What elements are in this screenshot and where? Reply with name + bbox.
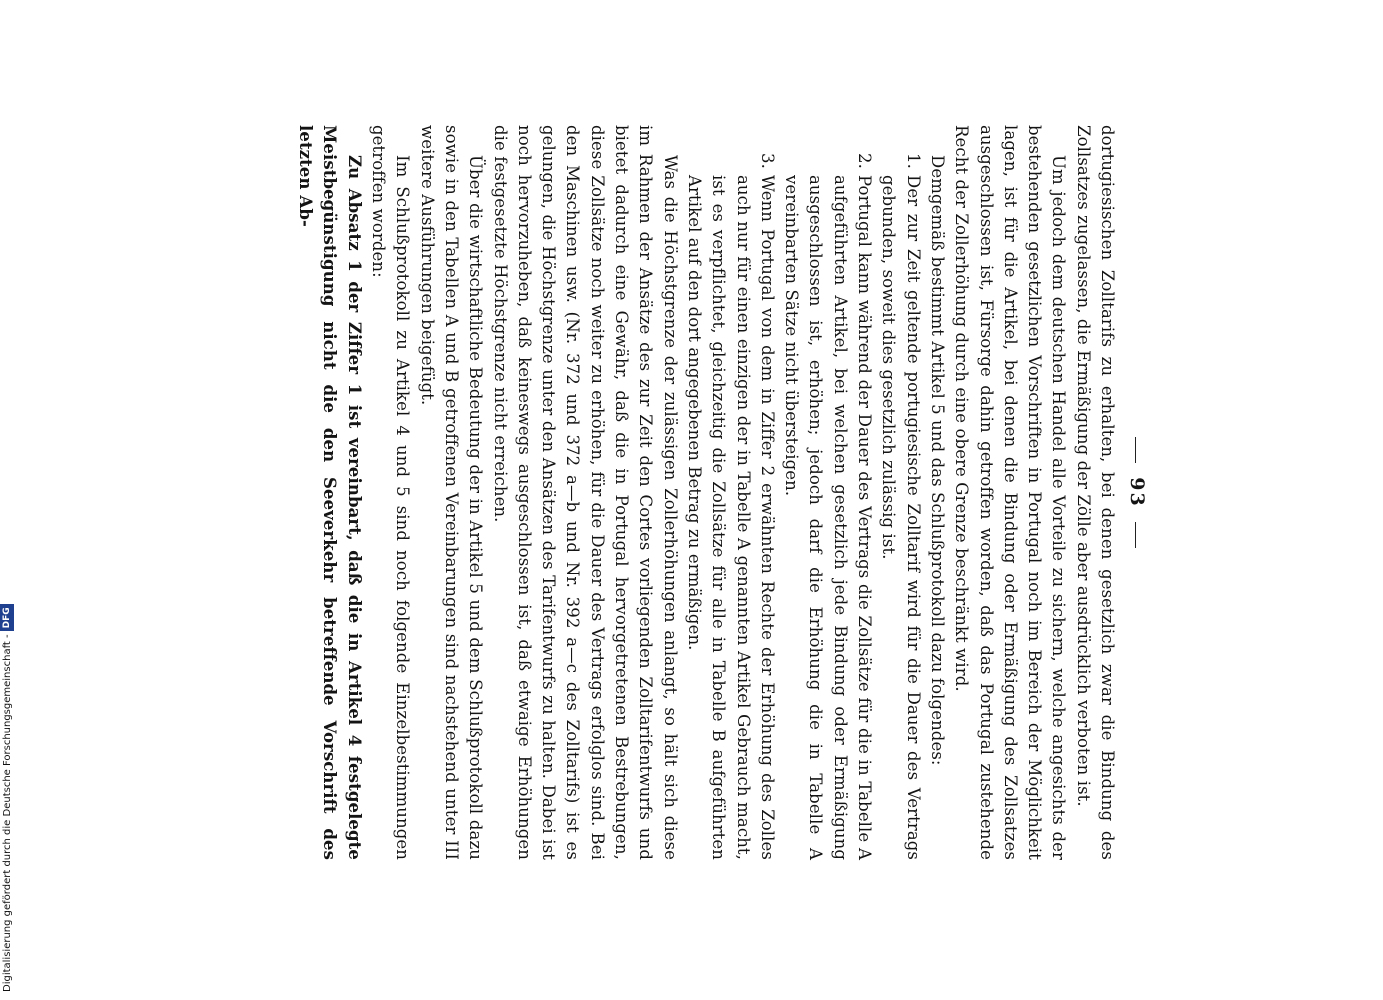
- page-number-dash-left: [1136, 437, 1137, 463]
- list-item-1-text: Der zur Zeit geltende portugiesische Zolltarif wird für die Dauer des Vertrags gebunden, soweit dies gesetzlich zulässig ist.: [879, 175, 923, 860]
- paragraph-6: Im Schlußprotokoll zu Artikel 4 und 5 sind noch folgende Einzelbestimmungen getroffen worden:: [369, 125, 413, 860]
- list-item-3-number: 3.: [757, 153, 777, 169]
- list-item-3: [682, 125, 779, 860]
- page-number-dash-right: [1136, 522, 1137, 548]
- paragraph-1: dortugiesischen Zolltarifs zu erhalten, bei denen gesetzlich zwar die Bindung des Zollsatzes zugelassen, die Ermäßigung der Zölle aber ausdrücklich verboten ist.: [1073, 125, 1117, 860]
- paragraph-4: Was die Höchstgrenze der zulässigen Zollerhöhungen anlangt, so hält sich diese im Rahmen der Ansätze des zur Zeit den Cortes vorliegenden Zolltarifentwurfs und bietet dadurch eine Gewähr, daß die in Portugal hervorgetretenen Bestrebungen, diese Zollsätze noch weiter zu erhöhen, für die Dauer des Vertrags erfolglos sind. Bei den Maschinen usw. (Nr. 372 und 372 a—b und Nr. 392 a—c des Zolltarifs) ist es gelungen, die Höchstgrenze unter den Ansätzen des Tarifentwurfs zu halten. Dabei ist noch hervorzuheben, daß keineswegs ausgeschlossen ist, daß etwaige Erhöhungen die festgesetzte Höchstgrenze nicht erreichen.: [490, 125, 680, 860]
- paragraph-2: Um jedoch dem deutschen Handel alle Vorteile zu sichern, welche angesichts der bestehenden gesetzlichen Vorschriften in Portugal noch im Bereich der Möglichkeit lagen, ist für die Artikel, bei denen die Bindung oder Ermäßigung des Zollsatzes ausgeschlossen ist, Fürsorge dahin getroffen worden, daß das Portugal zustehende Recht der Zollerhöhung durch eine obere Grenze beschränkt wird.: [952, 125, 1069, 860]
- list-item-2-text: Portugal kann während der Dauer des Vertrags die Zollsätze für die in Tabelle A aufgeführten Artikel, bei welchen gesetzlich jede Bindung oder Ermäßigung ausgeschlossen ist, erhöhen; jedoch darf die Erhöhung die in Tabelle A vereinbarten Sätze nicht übersteigen.: [782, 175, 875, 860]
- dfg-logo: DFG: [0, 604, 14, 631]
- paragraph-3: Demgemäß bestimmt Artikel 5 und das Schlußprotokoll dazu folgendes:: [927, 155, 947, 766]
- list-item-1-number: 1.: [903, 153, 923, 169]
- list-item-3-text: Wenn Portugal von dem in Ziffer 2 erwähnten Rechte der Erhöhung des Zolles auch nur für einen einzigen der in Tabelle A genannten Artikel Gebrauch macht, ist es verpflichtet, gleichzeitig die Zollsätze für alle in Tabelle B aufgeführten Artikel auf den dort angegebenen Betrag zu ermäßigen.: [684, 175, 777, 860]
- list-item-2-number: 2.: [855, 153, 875, 169]
- page-number: 93: [1119, 125, 1155, 860]
- paragraph-5: Über die wirtschaftliche Bedeutung der in Artikel 5 und dem Schlußprotokoll dazu sowie in den Tabellen A und B getroffenen Vereinbarungen sind nachstehend unter III weitere Ausführungen beigefügt.: [417, 125, 486, 860]
- list-item-2: [779, 125, 876, 860]
- document-page: [230, 125, 1155, 860]
- digitization-footer: [0, 600, 16, 1000]
- list-item-1: [876, 125, 925, 860]
- paragraph-7: Zu Absatz 1 der Ziffer 1 ist vereinbart, daß die in Artikel 4 festgelegte Meistbegünstigung nicht die den Seeverkehr betreffende Vorschrift des letzten Ab-: [296, 125, 364, 860]
- footer-text: Digitalisierung gefördert durch die Deutsche Forschungsgemeinschaft -: [2, 634, 13, 992]
